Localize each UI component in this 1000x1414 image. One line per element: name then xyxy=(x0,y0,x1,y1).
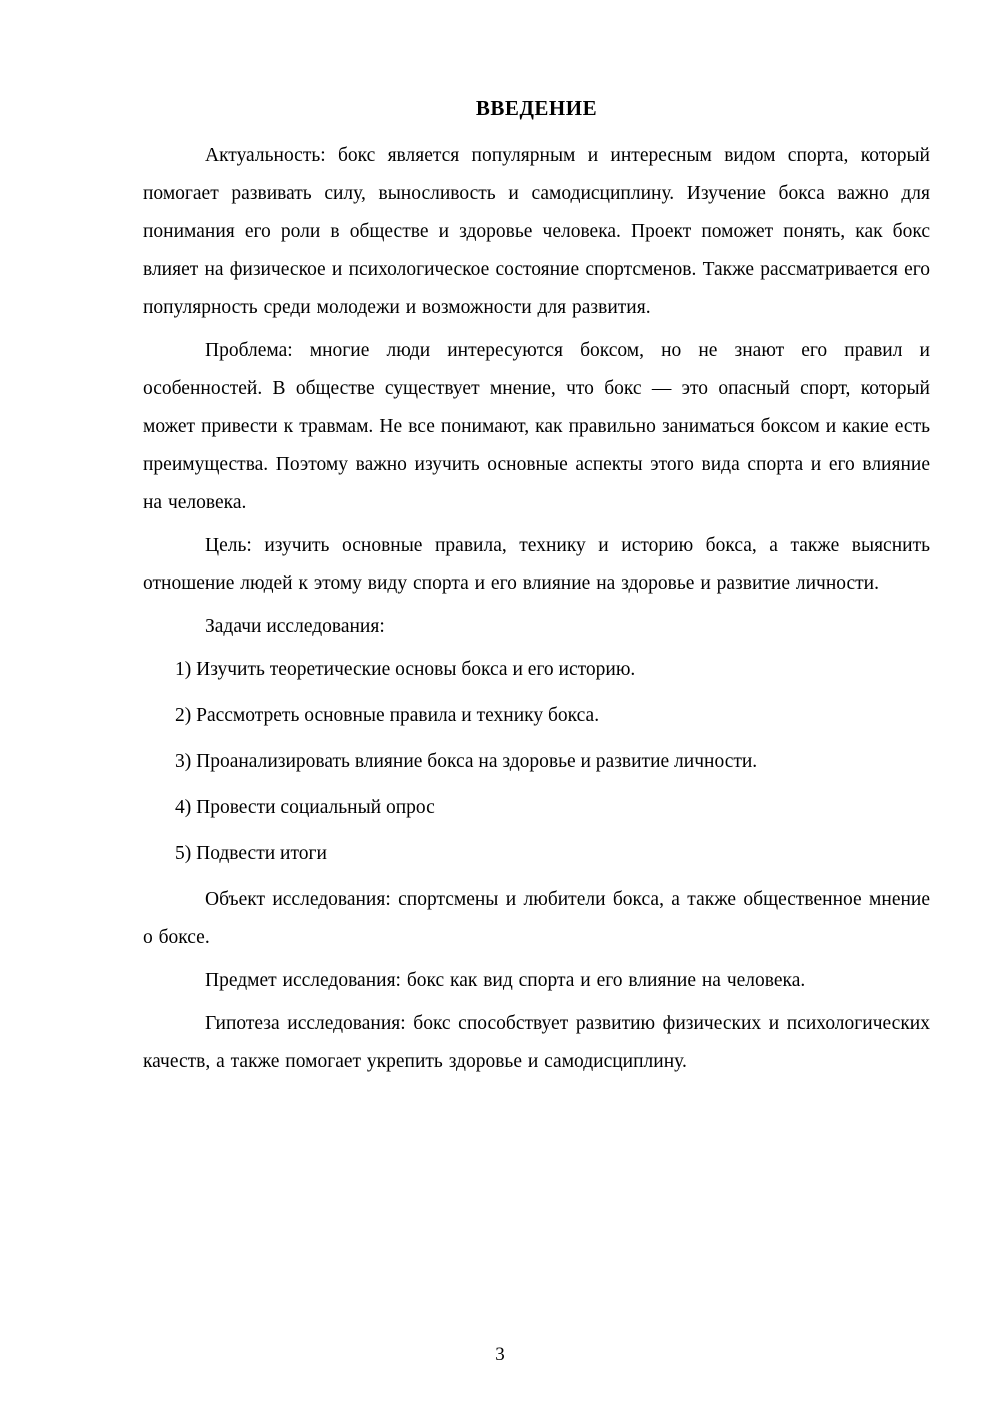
tasks-heading: Задачи исследования: xyxy=(205,616,385,637)
task-item-3: 3) Проанализировать влияние бокса на здоровье и развитие личности. xyxy=(175,751,758,772)
paragraph-predmet: Предмет исследования: бокс как вид спорта и его влияние на человека. xyxy=(205,970,806,991)
paragraph-gipoteza: Гипотеза исследования: бокс способствует развитию физических и психологических качеств, а также помогает укрепить здоровье и самодисциплину. xyxy=(143,1013,930,1072)
task-item-5: 5) Подвести итоги xyxy=(175,843,327,864)
paragraph-problema: Проблема: многие люди интересуются боксом, но не знают его правил и особенностей. В обществе существует мнение, что бокс — это опасный спорт, который может привести к травмам. Не все понимают, как правильно заниматься боксом и какие есть преимущества. Поэтому важно изучить основные аспекты этого вида спорта и его влияние на человека. xyxy=(143,340,930,513)
task-item-4: 4) Провести социальный опрос xyxy=(175,797,435,818)
page-title: ВВЕДЕНИЕ xyxy=(475,96,598,120)
paragraph-obekt: Объект исследования: спортсмены и любители бокса, а также общественное мнение о боксе. xyxy=(143,889,930,948)
task-item-2: 2) Рассмотреть основные правила и технику бокса. xyxy=(175,705,600,726)
paragraph-aktualnost: Актуальность: бокс является популярным и интересным видом спорта, который помогает развивать силу, выносливость и самодисциплину. Изучение бокса важно для понимания его роли в обществе и здоровье человека. Проект поможет понять, как бокс влияет на физическое и психологическое состояние спортсменов. Также рассматривается его популярность среди молодежи и возможности для развития. xyxy=(143,145,930,318)
page-number: 3 xyxy=(495,1344,505,1365)
task-item-1: 1) Изучить теоретические основы бокса и его историю. xyxy=(175,659,636,680)
paragraph-tsel: Цель: изучить основные правила, технику и историю бокса, а также выяснить отношение людей к этому виду спорта и его влияние на здоровье и развитие личности. xyxy=(143,535,930,594)
tasks-list xyxy=(143,651,930,873)
